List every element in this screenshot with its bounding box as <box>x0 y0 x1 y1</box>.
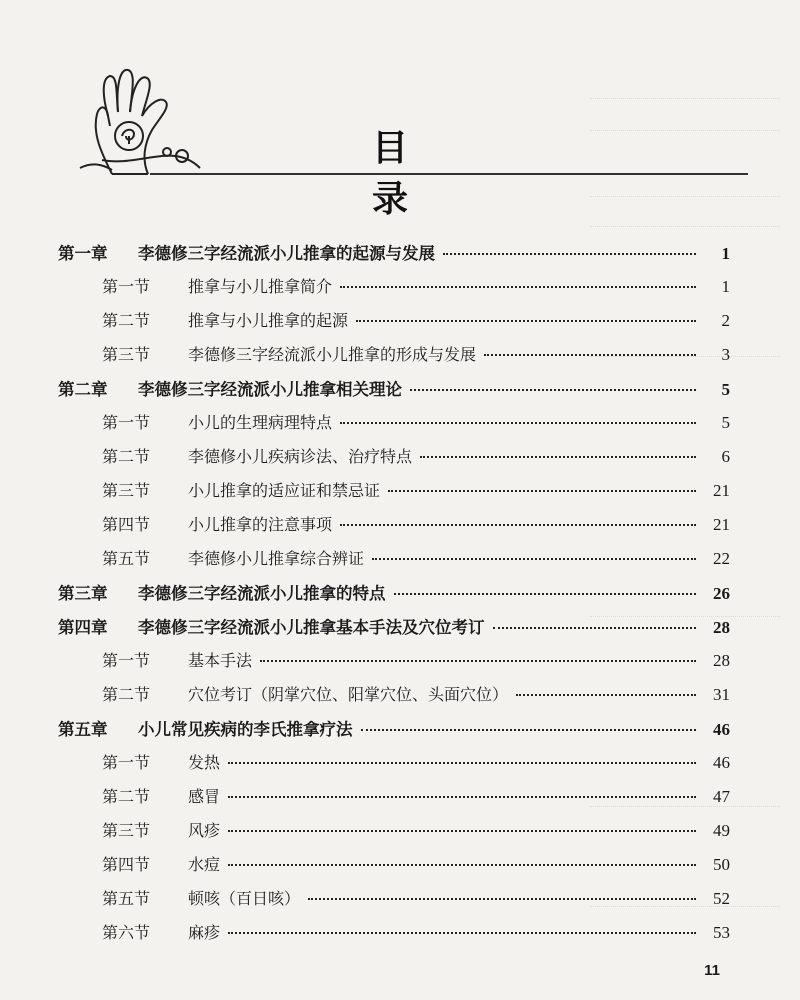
toc-entry-page: 49 <box>713 821 730 840</box>
toc-entry-title: 李德修三字经流派小儿推拿的形成与发展 <box>188 345 477 364</box>
toc-entry-number: 第一节 <box>102 753 151 772</box>
toc-section-entry <box>58 920 730 954</box>
toc-entry-number: 第三节 <box>102 821 151 840</box>
dot-leader <box>420 455 696 458</box>
toc-section-entry <box>58 342 730 376</box>
toc-chapter-entry <box>58 716 730 750</box>
toc-section-entry <box>58 852 730 886</box>
dot-leader <box>516 693 696 696</box>
toc-entry-number: 第二节 <box>102 787 151 806</box>
toc-chapter-entry <box>58 376 730 410</box>
toc-entry-number: 第一节 <box>102 651 151 670</box>
toc-chapter-entry <box>58 240 730 274</box>
dot-leader <box>228 829 696 832</box>
toc-entry-page: 52 <box>713 889 730 908</box>
dot-leader <box>340 523 696 526</box>
dot-leader <box>228 931 696 934</box>
dot-leader <box>228 863 696 866</box>
toc-section-entry <box>58 818 730 852</box>
toc-entry-number: 第一节 <box>102 413 151 432</box>
toc-entry-title: 基本手法 <box>188 651 253 670</box>
toc-entry-number: 第一节 <box>102 277 151 296</box>
toc-entry-number: 第五节 <box>102 889 151 908</box>
toc-entry-title: 风疹 <box>188 821 221 840</box>
toc-entry-page: 28 <box>713 651 730 670</box>
toc-entry-page: 21 <box>713 515 730 534</box>
dot-leader <box>372 557 696 560</box>
toc-entry-title: 顿咳（百日咳） <box>188 889 301 908</box>
toc-entry-title: 李德修三字经流派小儿推拿的特点 <box>138 584 386 603</box>
show-through-line <box>590 130 780 133</box>
toc-chapter-entry <box>58 580 730 614</box>
hand-ornament-icon <box>72 64 212 184</box>
toc-section-entry <box>58 682 730 716</box>
toc-section-entry <box>58 308 730 342</box>
dot-leader <box>443 252 696 255</box>
dot-leader <box>340 285 696 288</box>
toc-entry-title: 李德修小儿疾病诊法、治疗特点 <box>188 447 413 466</box>
toc-entry-title: 穴位考订（阴掌穴位、阳掌穴位、头面穴位） <box>188 685 509 704</box>
toc-section-entry <box>58 784 730 818</box>
toc-section-entry <box>58 478 730 512</box>
toc-section-entry <box>58 410 730 444</box>
toc-entry-number: 第六节 <box>102 923 151 942</box>
toc-entry-page: 2 <box>721 311 730 330</box>
toc-entry-page: 1 <box>721 277 730 296</box>
dot-leader <box>228 761 696 764</box>
toc-entry-page: 47 <box>713 787 730 806</box>
dot-leader <box>308 897 696 900</box>
toc-entry-page: 53 <box>713 923 730 942</box>
toc-entry-page: 46 <box>713 720 730 739</box>
toc-entry-number: 第三节 <box>102 481 151 500</box>
dot-leader <box>260 659 696 662</box>
dot-leader <box>340 421 696 424</box>
toc-chapter-entry <box>58 614 730 648</box>
toc-entry-page: 3 <box>721 345 730 364</box>
toc-entry-title: 李德修三字经流派小儿推拿的起源与发展 <box>138 244 435 263</box>
toc-entry-number: 第三节 <box>102 345 151 364</box>
toc-entry-page: 46 <box>713 753 730 772</box>
dot-leader <box>394 592 697 595</box>
toc-section-entry <box>58 512 730 546</box>
toc-entry-number: 第四节 <box>102 855 151 874</box>
toc-entry-title: 水痘 <box>188 855 221 874</box>
toc-entry-page: 1 <box>721 244 730 263</box>
toc-section-entry <box>58 886 730 920</box>
toc-entry-number: 第二节 <box>102 685 151 704</box>
title-divider <box>150 173 748 175</box>
toc-section-entry <box>58 444 730 478</box>
show-through-line <box>590 98 780 101</box>
page-number: 11 <box>704 962 720 979</box>
toc-entry-number: 第三章 <box>58 584 108 603</box>
table-of-contents <box>58 240 730 954</box>
toc-entry-title: 李德修三字经流派小儿推拿相关理论 <box>138 380 402 399</box>
toc-section-entry <box>58 648 730 682</box>
dot-leader <box>228 795 696 798</box>
toc-entry-title: 麻疹 <box>188 923 221 942</box>
toc-entry-page: 26 <box>713 584 730 603</box>
show-through-line <box>590 196 780 199</box>
toc-entry-title: 小儿推拿的注意事项 <box>188 515 333 534</box>
toc-entry-title: 小儿常见疾病的李氏推拿疗法 <box>138 720 353 739</box>
toc-entry-title: 感冒 <box>188 787 221 806</box>
toc-entry-number: 第四节 <box>102 515 151 534</box>
dot-leader <box>410 388 696 391</box>
show-through-line <box>590 226 780 229</box>
page-title: 目 录 <box>371 128 448 220</box>
toc-section-entry <box>58 750 730 784</box>
toc-entry-number: 第二节 <box>102 311 151 330</box>
toc-entry-page: 22 <box>713 549 730 568</box>
toc-entry-title: 推拿与小儿推拿简介 <box>188 277 333 296</box>
toc-entry-page: 5 <box>721 413 730 432</box>
toc-entry-title: 李德修小儿推拿综合辨证 <box>188 549 365 568</box>
toc-section-entry <box>58 274 730 308</box>
dot-leader <box>484 353 696 356</box>
toc-entry-title: 小儿推拿的适应证和禁忌证 <box>188 481 381 500</box>
toc-entry-title: 推拿与小儿推拿的起源 <box>188 311 349 330</box>
dot-leader <box>356 319 696 322</box>
toc-entry-page: 6 <box>721 447 730 466</box>
toc-entry-number: 第一章 <box>58 244 108 263</box>
toc-section-entry <box>58 546 730 580</box>
toc-entry-number: 第四章 <box>58 618 108 637</box>
dot-leader <box>493 626 697 629</box>
toc-entry-page: 50 <box>713 855 730 874</box>
toc-entry-page: 28 <box>713 618 730 637</box>
toc-entry-number: 第五章 <box>58 720 108 739</box>
toc-entry-number: 第二节 <box>102 447 151 466</box>
toc-entry-title: 李德修三字经流派小儿推拿基本手法及穴位考订 <box>138 618 485 637</box>
toc-entry-number: 第五节 <box>102 549 151 568</box>
dot-leader <box>361 728 697 731</box>
toc-entry-title: 发热 <box>188 753 221 772</box>
dot-leader <box>388 489 696 492</box>
toc-entry-page: 5 <box>721 380 730 399</box>
toc-entry-page: 21 <box>713 481 730 500</box>
toc-entry-number: 第二章 <box>58 380 108 399</box>
toc-entry-title: 小儿的生理病理特点 <box>188 413 333 432</box>
toc-entry-page: 31 <box>713 685 730 704</box>
